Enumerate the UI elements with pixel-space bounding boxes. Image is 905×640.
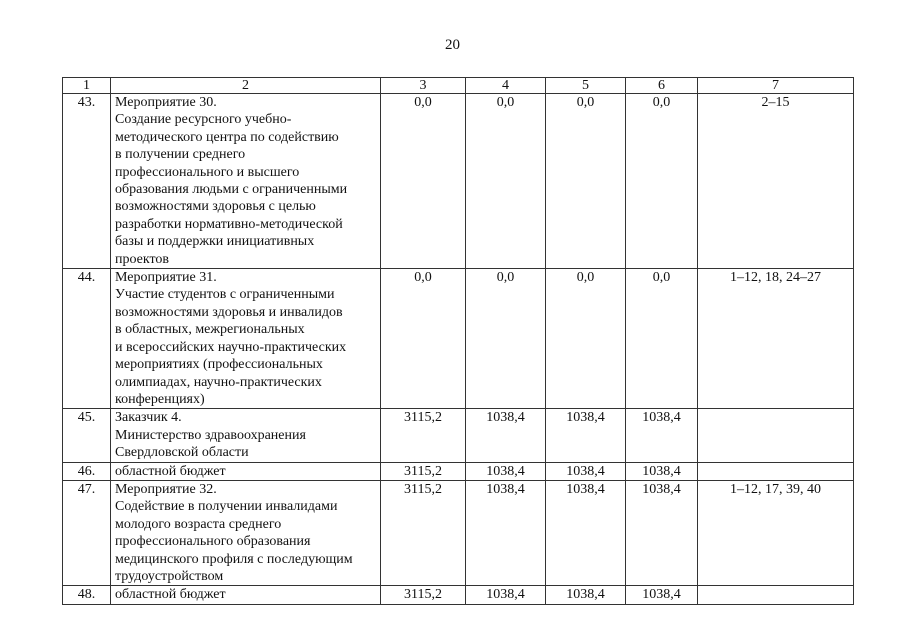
row-description: Мероприятие 32. Содействие в получении инвалидами молодого возраста среднего профессионального образования медицинского профиля с последующим трудоустройством	[111, 480, 381, 585]
header-cell: 5	[546, 78, 626, 94]
row-description: Мероприятие 31. Участие студентов с ограниченными возможностями здоровья и инвалидов в областных, межрегиональных и всероссийских научно-практических мероприятиях (профессиональных олимпиадах, научно-практических конференциях)	[111, 269, 381, 409]
value-col-3: 0,0	[381, 94, 466, 269]
value-col-6: 0,0	[626, 94, 698, 269]
row-number: 47.	[63, 480, 111, 585]
header-cell: 4	[466, 78, 546, 94]
row-description: областной бюджет	[111, 586, 381, 604]
value-col-5: 1038,4	[546, 586, 626, 604]
value-col-6: 1038,4	[626, 409, 698, 462]
header-cell: 7	[698, 78, 854, 94]
header-cell: 3	[381, 78, 466, 94]
page-number: 20	[445, 37, 460, 53]
row-number: 46.	[63, 462, 111, 480]
value-col-3: 3115,2	[381, 462, 466, 480]
value-col-4: 1038,4	[466, 462, 546, 480]
header-cell: 1	[63, 78, 111, 94]
value-col-6: 0,0	[626, 269, 698, 409]
target-indicators	[698, 409, 854, 462]
value-col-5: 0,0	[546, 269, 626, 409]
table-row	[63, 409, 854, 462]
value-col-4: 0,0	[466, 94, 546, 269]
header-row	[63, 78, 854, 94]
value-col-6: 1038,4	[626, 462, 698, 480]
row-description: областной бюджет	[111, 462, 381, 480]
row-number: 44.	[63, 269, 111, 409]
value-col-3: 3115,2	[381, 586, 466, 604]
table-row	[63, 586, 854, 604]
value-col-3: 0,0	[381, 269, 466, 409]
target-indicators: 1–12, 18, 24–27	[698, 269, 854, 409]
target-indicators: 1–12, 17, 39, 40	[698, 480, 854, 585]
table-row	[63, 269, 854, 409]
target-indicators	[698, 462, 854, 480]
value-col-3: 3115,2	[381, 480, 466, 585]
value-col-6: 1038,4	[626, 480, 698, 585]
table-row	[63, 94, 854, 269]
value-col-5: 1038,4	[546, 480, 626, 585]
row-number: 43.	[63, 94, 111, 269]
value-col-6: 1038,4	[626, 586, 698, 604]
target-indicators	[698, 586, 854, 604]
table-row	[63, 462, 854, 480]
value-col-4: 0,0	[466, 269, 546, 409]
program-table	[62, 77, 854, 605]
value-col-3: 3115,2	[381, 409, 466, 462]
row-number: 48.	[63, 586, 111, 604]
value-col-4: 1038,4	[466, 586, 546, 604]
row-description: Заказчик 4. Министерство здравоохранения Свердловской области	[111, 409, 381, 462]
target-indicators: 2–15	[698, 94, 854, 269]
header-cell: 6	[626, 78, 698, 94]
row-number: 45.	[63, 409, 111, 462]
header-cell: 2	[111, 78, 381, 94]
value-col-5: 0,0	[546, 94, 626, 269]
value-col-5: 1038,4	[546, 462, 626, 480]
row-description: Мероприятие 30. Создание ресурсного учебно- методического центра по содействию в получении среднего профессионального и высшего образования людьми с ограниченными возможностями здоровья с целью разработки нормативно-методической базы и поддержки инициативных проектов	[111, 94, 381, 269]
value-col-4: 1038,4	[466, 409, 546, 462]
value-col-5: 1038,4	[546, 409, 626, 462]
value-col-4: 1038,4	[466, 480, 546, 585]
table-row	[63, 480, 854, 585]
